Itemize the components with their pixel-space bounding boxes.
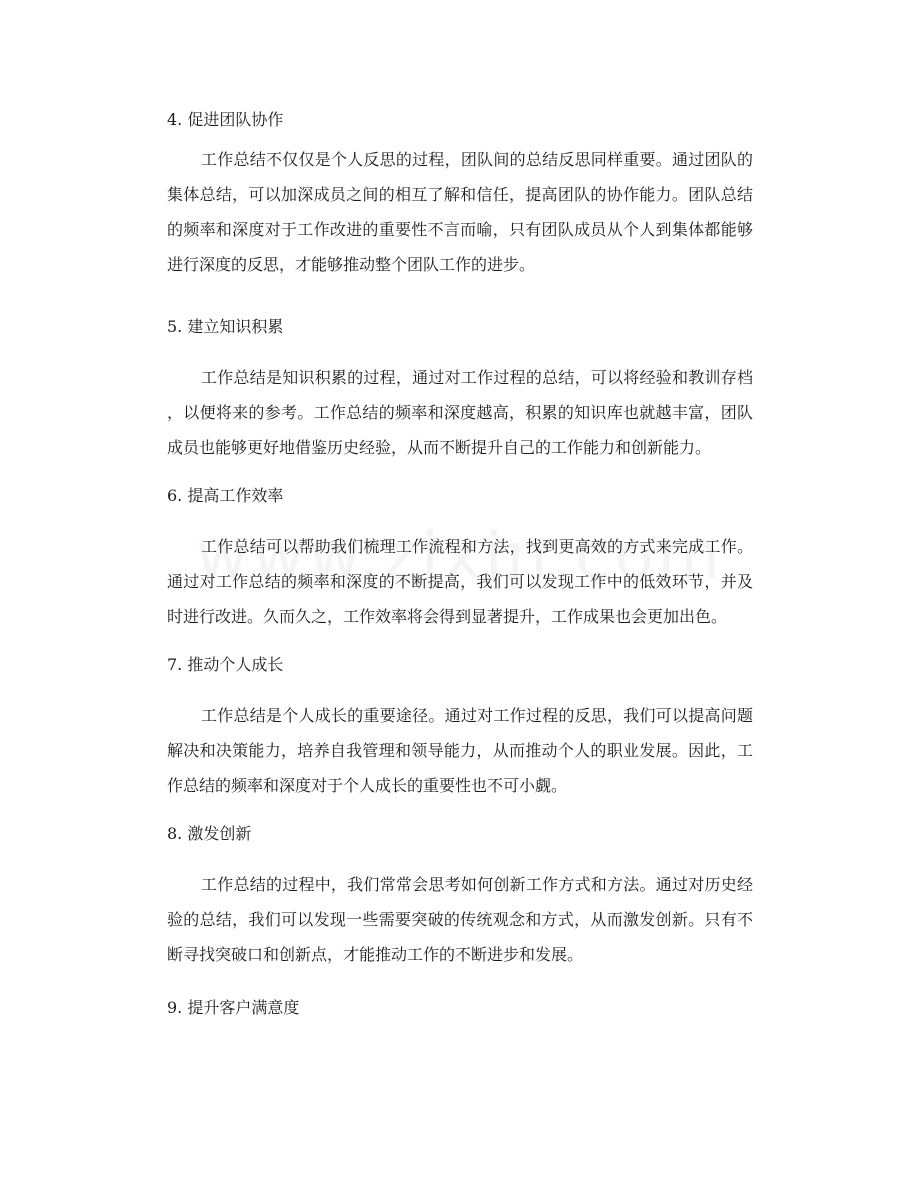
section-paragraph-8 bbox=[167, 867, 753, 972]
section-paragraph-7 bbox=[167, 698, 753, 803]
section-paragraph-5 bbox=[167, 360, 753, 465]
section-heading-8: 8. 激发创新 bbox=[167, 824, 252, 843]
paragraph-line: 成员也能够更好地借鉴历史经验，从而不断提升自己的工作能力和创新能力。 bbox=[167, 438, 712, 457]
paragraph-line: 通过对工作总结的频率和深度的不断提高，我们可以发现工作中的低效环节，并及 bbox=[167, 572, 753, 591]
paragraph-line: 解决和决策能力，培养自我管理和领导能力，从而推动个人的职业发展。因此，工 bbox=[167, 741, 753, 760]
section-paragraph-4 bbox=[167, 142, 753, 282]
paragraph-line: 工作总结不仅仅是个人反思的过程，团队间的总结反思同样重要。通过团队的 bbox=[201, 150, 753, 169]
paragraph-line: 验的总结，我们可以发现一些需要突破的传统观念和方式，从而激发创新。只有不 bbox=[167, 910, 753, 929]
paragraph-line: 时进行改进。久而久之，工作效率将会得到显著提升，工作成果也会更加出色。 bbox=[167, 607, 728, 626]
paragraph-line: 工作总结是知识积累的过程，通过对工作过程的总结，可以将经验和教训存档 bbox=[201, 368, 753, 387]
paragraph-line: 进行深度的反思，才能够推动整个团队工作的进步。 bbox=[167, 255, 536, 274]
paragraph-line: 工作总结可以帮助我们梳理工作流程和方法，找到更高效的方式来完成工作。 bbox=[201, 537, 753, 556]
paragraph-line: 作总结的频率和深度对于个人成长的重要性也不可小觑。 bbox=[167, 776, 568, 795]
section-heading-9: 9. 提升客户满意度 bbox=[167, 998, 300, 1017]
section-paragraph-6 bbox=[167, 529, 753, 634]
section-heading-4: 4. 促进团队协作 bbox=[167, 110, 284, 129]
paragraph-line: 工作总结是个人成长的重要途径。通过对工作过程的反思，我们可以提高问题 bbox=[201, 706, 753, 725]
section-heading-6: 6. 提高工作效率 bbox=[167, 486, 284, 505]
paragraph-line: 工作总结的过程中，我们常常会思考如何创新工作方式和方法。通过对历史经 bbox=[201, 875, 753, 894]
section-heading-5: 5. 建立知识积累 bbox=[167, 317, 284, 336]
paragraph-line: ，以便将来的参考。工作总结的频率和深度越高，积累的知识库也就越丰富，团队 bbox=[167, 403, 753, 422]
paragraph-line: 的频率和深度对于工作改进的重要性不言而喻，只有团队成员从个人到集体都能够 bbox=[167, 220, 753, 239]
section-heading-7: 7. 推动个人成长 bbox=[167, 655, 284, 674]
paragraph-line: 断寻找突破口和创新点，才能推动工作的不断进步和发展。 bbox=[167, 945, 584, 964]
paragraph-line: 集体总结，可以加深成员之间的相互了解和信任，提高团队的协作能力。团队总结 bbox=[167, 185, 753, 204]
